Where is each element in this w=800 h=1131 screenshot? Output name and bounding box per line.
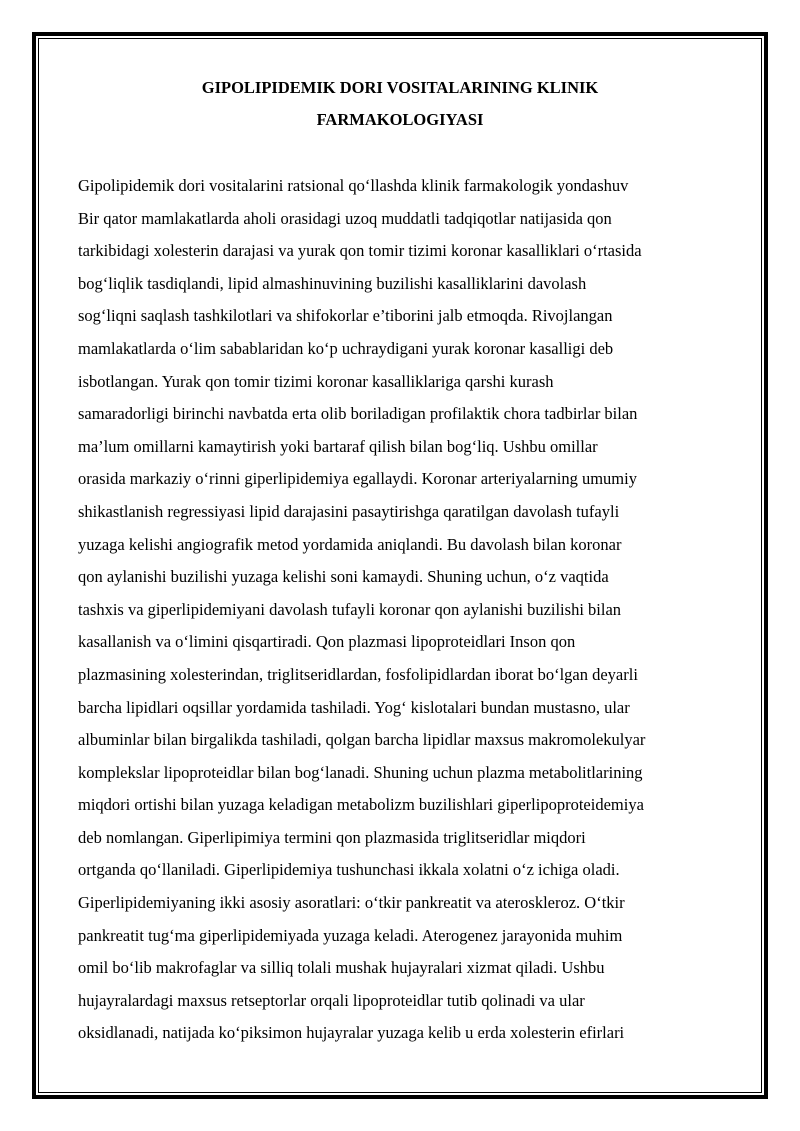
body-line: barcha lipidlari oqsillar yordamida tashiladi. Yog‘ kislotalari bundan mustasno, ular (78, 697, 630, 717)
body-line: Bir qator mamlakatlarda aholi orasidagi uzoq muddatli tadqiqotlar natijasida qon (78, 208, 612, 228)
body-line: ortganda qo‘llaniladi. Giperlipidemiya tushunchasi ikkala xolatni o‘z ichiga oladi. (78, 860, 620, 880)
body-line: Giperlipidemiyaning ikki asosiy asoratlari: o‘tkir pankreatit va ateroskleroz. O‘tkir (78, 893, 625, 913)
body-line: oksidlanadi, natijada ko‘piksimon hujayralar yuzaga kelib u erda xolesterin efirlari (78, 1023, 625, 1043)
body-line: tashxis va giperlipidemiyani davolash tufayli koronar qon aylanishi buzilishi bilan (78, 599, 622, 619)
body-line: Gipolipidemik dori vositalarini ratsional qo‘llashda klinik farmakologik yondashuv (78, 176, 629, 195)
body-text (78, 170, 738, 1050)
body-line: yuzaga kelishi angiografik metod yordamida aniqlandi. Bu davolash bilan koronar (78, 534, 622, 554)
body-line: plazmasining xolesterindan, triglitseridlardan, fosfolipidlardan iborat bo‘lgan deyarli (78, 664, 638, 684)
body-line: mamlakatlarda o‘lim sabablaridan ko‘p uchraydigani yurak koronar kasalligi deb (78, 338, 614, 358)
body-line: isbotlangan. Yurak qon tomir tizimi koronar kasalliklariga qarshi kurash (78, 371, 554, 391)
body-line: orasida markaziy o‘rinni giperlipidemiya egallaydi. Koronar arteriyalarning umumiy (78, 469, 637, 489)
title-line: FARMAKOLOGIYASI (316, 110, 484, 129)
body-line: miqdori ortishi bilan yuzaga keladigan metabolizm buzilishlari giperlipoproteidemiya (78, 795, 644, 815)
body-line: shikastlanish regressiyasi lipid darajasini pasaytirishga qaratilgan davolash tufayli (78, 501, 620, 521)
body-line: deb nomlangan. Giperlipimiya termini qon plazmasida triglitseridlar miqdori (78, 827, 586, 847)
body-line: ma’lum omillarni kamaytirish yoki bartaraf qilish bilan bog‘liq. Ushbu omillar (78, 436, 598, 456)
body-line: qon aylanishi buzilishi yuzaga kelishi soni kamaydi. Shuning uchun, o‘z vaqtida (78, 567, 609, 587)
document-title (60, 72, 740, 136)
body-line: komplekslar lipoproteidlar bilan bog‘lanadi. Shuning uchun plazma metabolitlarining (78, 762, 643, 782)
body-line: omil bo‘lib makrofaglar va silliq tolali mushak hujayralari xizmat qiladi. Ushbu (78, 958, 605, 978)
body-line: bog‘liqlik tasdiqlandi, lipid almashinuvining buzilishi kasalliklarini davolash (78, 273, 587, 293)
body-line: pankreatit tug‘ma giperlipidemiyada yuzaga keladi. Aterogenez jarayonida muhim (78, 925, 623, 945)
body-line: tarkibidagi xolesterin darajasi va yurak qon tomir tizimi koronar kasalliklari o‘rtasida (78, 241, 642, 261)
body-line: hujayralardagi maxsus retseptorlar orqali lipoproteidlar tutib qolinadi va ular (78, 990, 585, 1010)
body-line: kasallanish va o‘limini qisqartiradi. Qon plazmasi lipoproteidlari Inson qon (78, 632, 576, 652)
body-line: sog‘liqni saqlash tashkilotlari va shifokorlar e’tiborini jalb etmoqda. Rivojlangan (78, 306, 613, 326)
body-line: samaradorligi birinchi navbatda erta olib boriladigan profilaktik chora tadbirlar bilan (78, 404, 638, 424)
body-line: albuminlar bilan birgalikda tashiladi, qolgan barcha lipidlar maxsus makromolekulyar (78, 730, 646, 750)
title-line: GIPOLIPIDEMIK DORI VOSITALARINING KLINIK (201, 78, 599, 97)
